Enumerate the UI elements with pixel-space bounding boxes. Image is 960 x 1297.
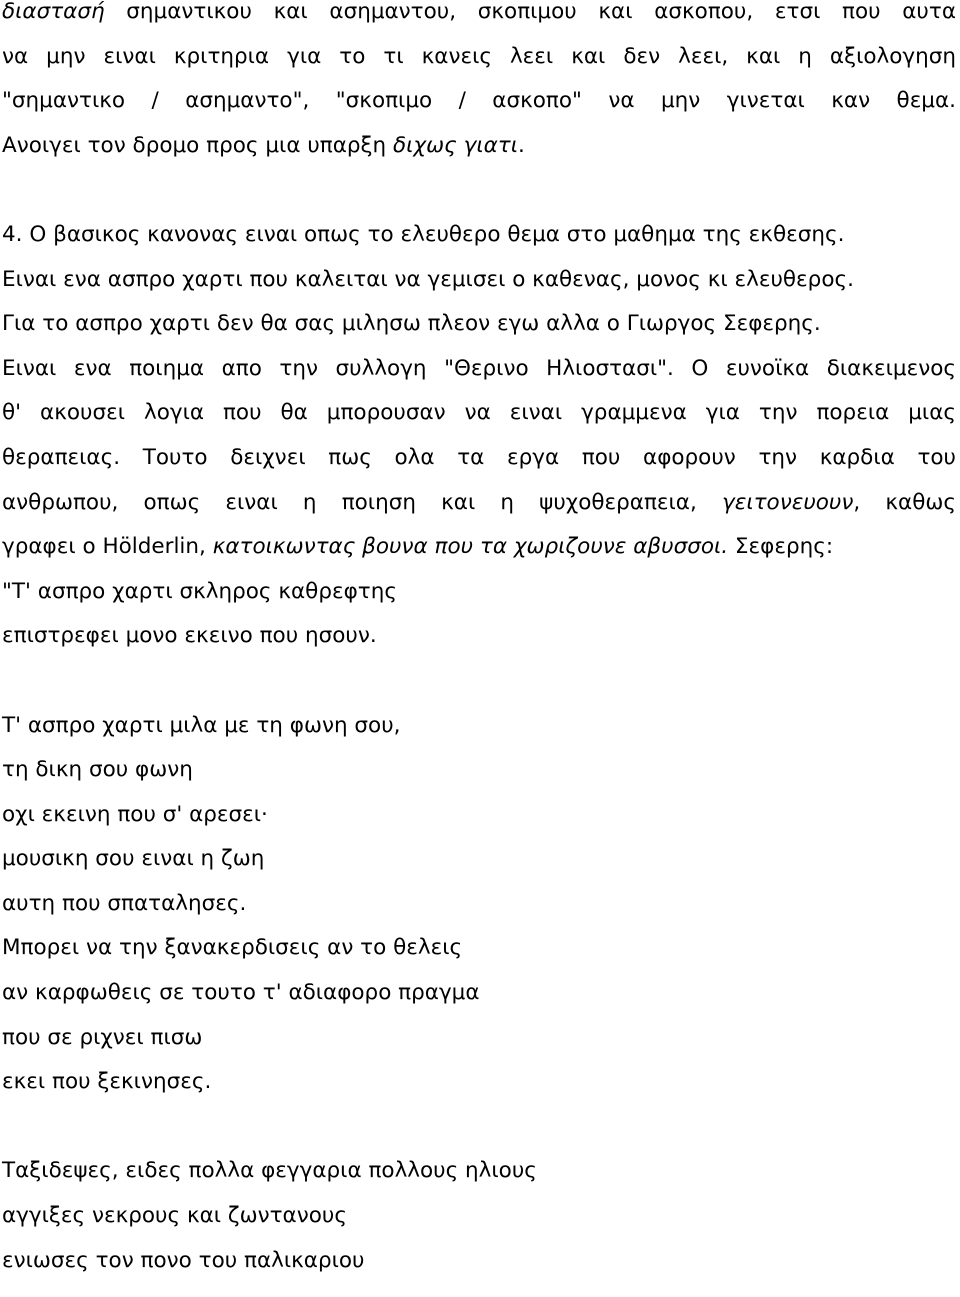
- italic-text: διαστασή: [2, 0, 105, 24]
- poem-line: αγγιξες νεκρους και ζωντανους: [2, 1203, 347, 1229]
- poem-line: εκει που ξεκινησες.: [2, 1069, 212, 1095]
- text-line: "Τ' ασπρο χαρτι σκληρος καθρεφτης: [2, 578, 397, 604]
- paragraph-break: [2, 659, 956, 704]
- text-span: ανθρωπου, οπως ειναι η ποιηση και η ψυχοθεραπεια,: [2, 489, 722, 515]
- italic-text: γειτονευουν: [721, 489, 854, 515]
- document-page: [2, 0, 956, 1283]
- poem-line: αυτη που σπαταλησες.: [2, 890, 247, 916]
- text-line: Ειναι ενα ποιημα απο την συλλογη "Θερινο Ηλιοστασι". Ο ευνοϊκα διακειμενος: [2, 355, 956, 381]
- text-span: .: [518, 132, 525, 158]
- text-line: "σημαντικο / ασημαντο", "σκοπιμο / ασκοπο" να μην γινεται καν θεμα.: [2, 88, 956, 114]
- text-line: [2, 0, 956, 35]
- italic-text: διχως γιατι: [392, 132, 518, 158]
- text-line: Ειναι ενα ασπρο χαρτι που καλειται να γεμισει ο καθενας, μονος κι ελευθερος.: [2, 266, 854, 292]
- italic-text: κατοικωντας βουνα που τα χωριζουνε αβυσσοι.: [212, 534, 729, 560]
- text-line: θ' ακουσει λογια που θα μπορουσαν να ειναι γραμμενα για την πορεια μιας: [2, 400, 956, 426]
- text-span: γραφει ο Hölderlin,: [2, 534, 213, 560]
- text-line: [2, 481, 956, 526]
- text-span: Ανοιγει τον δρομο προς μια υπαρξη: [2, 132, 393, 158]
- poem-line: Ταξιδεψες, ειδες πολλα φεγγαρια πολλους ηλιους: [2, 1158, 537, 1184]
- text-span: , καθως: [853, 489, 957, 515]
- poem-line: αν καρφωθεις σε τουτο τ' αδιαφορο πραγμα: [2, 980, 480, 1006]
- poem-line: που σε ριχνει πισω: [2, 1024, 203, 1050]
- text-line: επιστρεφει μονο εκεινο που ησουν.: [2, 623, 377, 649]
- paragraph-break: [2, 168, 956, 213]
- poem-line: Τ' ασπρο χαρτι μιλα με τη φωνη σου,: [2, 712, 401, 738]
- poem-line: Μπορει να την ξανακερδισεις αν το θελεις: [2, 935, 463, 961]
- text-line: Για το ασπρο χαρτι δεν θα σας μιλησω πλεον εγω αλλα ο Γιωργος Σεφερης.: [2, 311, 821, 337]
- text-span: σημαντικου και ασημαντου, σκοπιμου και ασκοπου, ετσι που αυτα: [104, 0, 956, 24]
- text-line: θεραπειας. Τουτο δειχνει πως ολα τα εργα που αφορουν την καρδια του: [2, 444, 956, 470]
- text-line: [2, 525, 956, 570]
- text-span: Σεφερης:: [728, 534, 834, 560]
- poem-line: τη δικη σου φωνη: [2, 757, 193, 783]
- text-line: να μην ειναι κριτηρια για το τι κανεις λεει και δεν λεει, και η αξιολογηση: [2, 43, 956, 69]
- stanza-break: [2, 1105, 956, 1150]
- text-line: [2, 124, 956, 169]
- poem-line: ενιωσες τον πονο του παλικαριου: [2, 1247, 365, 1273]
- poem-line: μουσικη σου ειναι η ζωη: [2, 846, 265, 872]
- text-line: 4. Ο βασικος κανονας ειναι οπως το ελευθερο θεμα στο μαθημα της εκθεσης.: [2, 221, 845, 247]
- poem-line: οχι εκεινη που σ' αρεσει·: [2, 801, 268, 827]
